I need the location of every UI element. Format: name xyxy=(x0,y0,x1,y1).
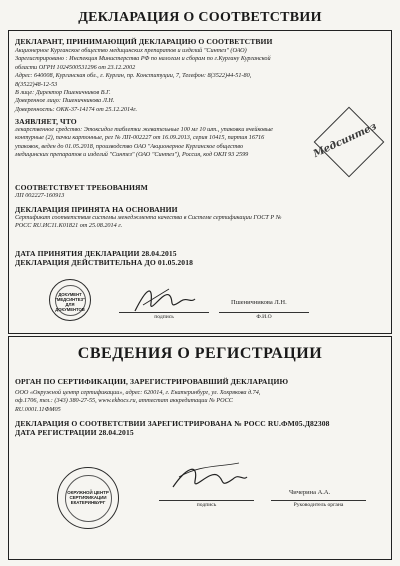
registration-date: ДАТА РЕГИСТРАЦИИ 28.04.2015 xyxy=(15,428,134,437)
declarant-line: Адрес: 640008, Курганская обл., г. Курган, пр. Конституции, 7, Телефон: 8(3522)44-51-80, xyxy=(15,72,252,80)
declares-heading: ЗАЯВЛЯЕТ, ЧТО xyxy=(15,117,77,126)
registration-number-section xyxy=(15,419,385,437)
declarant-text xyxy=(15,47,385,114)
declarant-section xyxy=(15,37,385,114)
basis-heading: ДЕКЛАРАЦИЯ ПРИНЯТА НА ОСНОВАНИИ xyxy=(15,205,178,214)
declarant-signer-name: Пшеничникова Л.Н. xyxy=(231,299,287,306)
declares-line: контурные (2), пачки картонные, рег № ЛП-002227 от 16.09.2013, серия 10415, партия 16716 xyxy=(15,134,265,142)
medsintez-stamp-text: Медсинтез xyxy=(311,121,379,160)
declarant-line: В лице: Директор Пшеничников В.Г. xyxy=(15,89,111,97)
declarant-line: Доверенность: ОКК-37-14174 от 25.12.2014г. xyxy=(15,105,138,113)
registration-line: оф.1706, тел.: (343) 380-27-55, www.ekbocs.ru, аттестат аккредитации № РОСС xyxy=(15,397,233,405)
declarant-line: Доверенное лицо: Пшеничникова Л.Н. xyxy=(15,97,115,105)
requirements-value: ЛП 002227-160913 xyxy=(15,192,65,199)
name-line xyxy=(219,312,309,313)
declarant-seal xyxy=(49,279,91,321)
registration-line: ООО «Окружной центр сертификации», адрес: 620014, г. Екатеринбург, ул. Хохрякова д.74, xyxy=(15,389,261,396)
declares-section xyxy=(15,117,315,160)
declarant-line: Акционерное Курганское общество медицинских препаратов и изделий "Синтез" (ОАО) xyxy=(15,47,247,54)
declares-text xyxy=(15,126,315,160)
registration-role-line xyxy=(271,500,366,501)
declares-line: лекарственное средство: Этоксидол таблетки жевательные 100 мг 10 шт., упаковки ячейковые xyxy=(15,126,273,133)
certification-body-seal xyxy=(57,467,119,529)
signature-caption: подпись xyxy=(154,314,174,320)
registration-body-section xyxy=(15,377,385,414)
registration-signer-name: Чичерина А.А. xyxy=(289,489,331,496)
declares-line: медицинских препаратов и изделий "Синтез" (ОАО "Синтез"), Россия, код ОКП 93 2599 xyxy=(15,151,249,159)
declarant-line: области ОГРН 1024500531296 от 23.12.2002 xyxy=(15,63,136,71)
registration-signature-line xyxy=(159,500,254,501)
requirements-section xyxy=(15,183,385,200)
registration-signature xyxy=(169,455,249,497)
registration-heading: ОРГАН ПО СЕРТИФИКАЦИИ, ЗАРЕГИСТРИРОВАВШИЙ ДЕКЛАРАЦИЮ xyxy=(15,377,289,386)
dates-section xyxy=(15,249,385,267)
document-title: ДЕКЛАРАЦИЯ О СООТВЕТСТВИИ xyxy=(78,10,322,25)
registration-signature-caption: подпись xyxy=(196,502,217,508)
requirements-heading: СООТВЕТСТВУЕТ ТРЕБОВАНИЯМ xyxy=(15,183,148,192)
registration-role-caption: Руководитель органа xyxy=(293,502,344,508)
declarant-heading: ДЕКЛАРАНТ, ПРИНИМАЮЩИЙ ДЕКЛАРАЦИЮ О СООТВЕТСТВИИ xyxy=(15,37,273,46)
name-caption: Ф.И.О xyxy=(256,314,272,320)
valid-until: ДЕКЛАРАЦИЯ ДЕЙСТВИТЕЛЬНА ДО 01.05.2018 xyxy=(15,258,193,267)
accepted-date: ДАТА ПРИНЯТИЯ ДЕКЛАРАЦИИ 28.04.2015 xyxy=(15,249,177,258)
registration-title: СВЕДЕНИЯ О РЕГИСТРАЦИИ xyxy=(77,345,323,362)
basis-line: РОСС RU.ИС11.К01821 от 25.08.2014 г. xyxy=(15,222,123,230)
declarant-line: 8(3522)48-12-53 xyxy=(15,80,58,88)
registration-line: RU.0001.11ФМ05 xyxy=(15,405,61,413)
declaration-frame xyxy=(8,30,392,334)
declarant-seal-text: ДОКУМЕНТ "МЕДСИНТЕЗ" ДЛЯ ДОКУМЕНТОВ xyxy=(54,292,86,312)
basis-line: Сертификат соответствия системы менеджмента качества в Системе сертификации ГОСТ Р № xyxy=(15,214,282,221)
basis-section xyxy=(15,205,385,231)
basis-text xyxy=(15,214,385,231)
signature-line xyxy=(119,312,209,313)
registration-number: ДЕКЛАРАЦИЯ О СООТВЕТСТВИИ ЗАРЕГИСТРИРОВАНА № РОСС RU.ФМ05.Д82308 xyxy=(15,419,330,428)
registration-body xyxy=(15,389,385,414)
registration-frame xyxy=(8,336,392,560)
certification-body-seal-text: ОКРУЖНОЙ ЦЕНТР СЕРТИФИКАЦИИ ЕКАТЕРИНБУРГ xyxy=(67,490,109,505)
declarant-line: Зарегистрировано : Инспекция Министерства РФ по налогам и сборам по г.Кургану Курганской xyxy=(15,55,271,63)
declares-line: упаковок, веден до 01.05.2018, производство ОАО "Акционерное Курганское общество xyxy=(15,142,244,150)
